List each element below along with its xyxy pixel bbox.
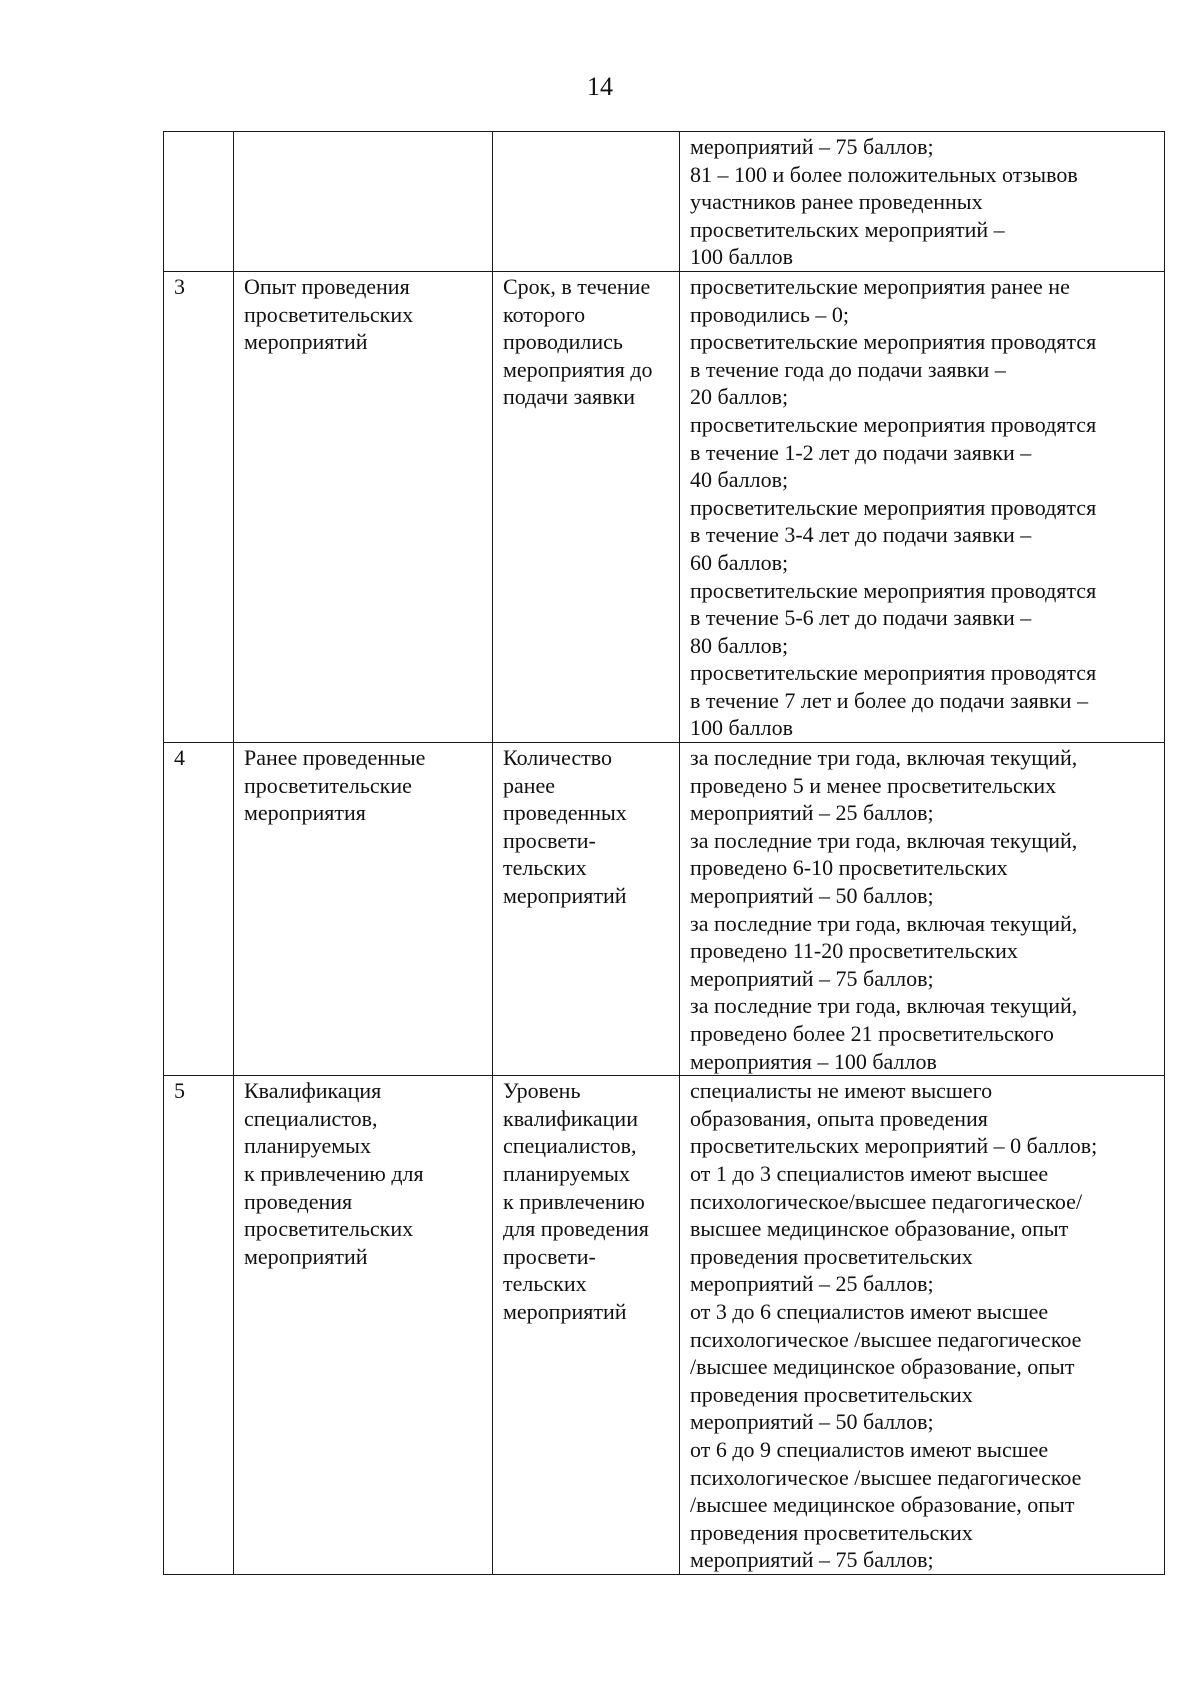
scoring-line: просветительские мероприятия проводятся — [690, 494, 1097, 520]
indicator-line: просвети- — [503, 827, 596, 853]
row-number-cell — [164, 132, 234, 272]
criterion-line: специалистов, — [244, 1105, 378, 1131]
indicator-cell — [493, 132, 680, 272]
row-number-cell — [164, 271, 234, 742]
criterion-line: Опыт проведения — [244, 273, 410, 299]
scoring-line: мероприятий – 75 баллов; — [690, 134, 934, 159]
indicator-line: которого — [503, 301, 586, 327]
criterion-line: мероприятий — [244, 1243, 368, 1269]
scoring-line: от 3 до 6 специалистов имеют высшее — [690, 1298, 1049, 1324]
table-row — [164, 743, 1165, 1076]
criterion-line: планируемых — [244, 1133, 371, 1159]
scoring-line: мероприятий – 50 баллов; — [690, 883, 934, 909]
indicator-line: Уровень — [503, 1078, 581, 1104]
scoring-line: психологическое /высшее педагогическое — [690, 1326, 1082, 1352]
scoring-line: просветительские мероприятия проводятся — [690, 660, 1097, 686]
scoring-line: проведено 6-10 просветительских — [690, 855, 1008, 881]
scoring-line: проведения просветительских — [690, 1381, 973, 1407]
criterion-line: просветительские — [244, 772, 412, 798]
indicator-line: мероприятия до — [503, 356, 653, 382]
scoring-line: образования, опыта проведения — [690, 1105, 988, 1131]
criterion-line: мероприятий — [244, 329, 368, 355]
scoring-line: проведения просветительских — [690, 1243, 973, 1269]
scoring-line: проведения просветительских — [690, 1519, 973, 1545]
indicator-line: к привлечению — [503, 1188, 645, 1214]
scoring-line: психологическое /высшее педагогическое — [690, 1464, 1082, 1490]
criterion-cell — [234, 271, 493, 742]
scoring-line: от 1 до 3 специалистов имеют высшее — [690, 1160, 1049, 1186]
scoring-line: мероприятий – 75 баллов; — [690, 965, 934, 991]
scoring-line: участников ранее проведенных — [690, 189, 983, 215]
indicator-line: тельских — [503, 855, 587, 881]
criterion-line: к привлечению для — [244, 1160, 424, 1186]
scoring-line: проводились – 0; — [690, 301, 850, 327]
scoring-line: за последние три года, включая текущий, — [690, 827, 1078, 853]
indicator-line: Срок, в течение — [503, 273, 651, 299]
criterion-cell — [234, 132, 493, 272]
criterion-line: Ранее проведенные — [244, 745, 426, 771]
scoring-line: в течение года до подачи заявки – — [690, 356, 1006, 382]
scoring-line: от 6 до 9 специалистов имеют высшее — [690, 1436, 1049, 1462]
scoring-line: мероприятия – 100 баллов — [690, 1048, 937, 1074]
scoring-line: 81 – 100 и более положительных отзывов — [690, 161, 1078, 187]
indicator-line: специалистов, — [503, 1133, 637, 1159]
scoring-cell — [680, 743, 1165, 1076]
table-row — [164, 271, 1165, 742]
scoring-line: специалисты не имеют высшего — [690, 1078, 993, 1104]
indicator-cell — [493, 1076, 680, 1575]
row-number-cell — [164, 743, 234, 1076]
indicator-line: Количество — [503, 745, 613, 771]
row-number: 3 — [174, 273, 185, 299]
indicator-line: проводились — [503, 329, 623, 355]
scoring-line: в течение 7 лет и более до подачи заявки – — [690, 687, 1089, 713]
scoring-line: 40 баллов; — [690, 467, 789, 493]
criterion-line: просветительских — [244, 301, 414, 327]
scoring-line: проведено 11-20 просветительских — [690, 938, 1018, 964]
table-row — [164, 132, 1165, 272]
scoring-line: мероприятий – 25 баллов; — [690, 1271, 934, 1297]
criteria-table-body — [164, 132, 1165, 1575]
page-number: 14 — [587, 72, 613, 101]
scoring-line: высшее медицинское образование, опыт — [690, 1216, 1069, 1242]
scoring-line: мероприятий – 75 баллов; — [690, 1547, 934, 1573]
scoring-line: мероприятий – 50 баллов; — [690, 1409, 934, 1435]
scoring-line: /высшее медицинское образование, опыт — [690, 1354, 1075, 1380]
scoring-line: просветительских мероприятий – 0 баллов; — [690, 1133, 1098, 1159]
criterion-cell — [234, 1076, 493, 1575]
scoring-line: проведено 5 и менее просветительских — [690, 772, 1057, 798]
indicator-cell — [493, 743, 680, 1076]
criterion-line: просветительских — [244, 1216, 414, 1242]
scoring-cell — [680, 1076, 1165, 1575]
indicator-line: для проведения — [503, 1216, 649, 1242]
scoring-line: 100 баллов — [690, 715, 793, 741]
scoring-line: за последние три года, включая текущий, — [690, 910, 1078, 936]
scoring-cell — [680, 271, 1165, 742]
scoring-cell — [680, 132, 1165, 272]
scoring-line: за последние три года, включая текущий, — [690, 745, 1078, 771]
indicator-cell — [493, 271, 680, 742]
row-number-cell — [164, 1076, 234, 1575]
criterion-line: мероприятия — [244, 800, 366, 826]
row-number: 5 — [174, 1078, 185, 1104]
scoring-line: в течение 1-2 лет до подачи заявки – — [690, 439, 1032, 465]
scoring-line: просветительские мероприятия проводятся — [690, 577, 1097, 603]
criteria-table — [163, 131, 1165, 1575]
scoring-line: 100 баллов — [690, 244, 793, 270]
indicator-line: квалификации — [503, 1105, 638, 1131]
indicator-line: планируемых — [503, 1160, 630, 1186]
indicator-line: мероприятий — [503, 883, 627, 909]
criterion-line: Квалификация — [244, 1078, 382, 1104]
scoring-line: в течение 5-6 лет до подачи заявки – — [690, 605, 1032, 631]
indicator-line: просвети- — [503, 1243, 596, 1269]
scoring-line: 60 баллов; — [690, 549, 789, 575]
indicator-line: мероприятий — [503, 1298, 627, 1324]
scoring-line: 80 баллов; — [690, 632, 789, 658]
scoring-line: 20 баллов; — [690, 384, 789, 410]
table-row — [164, 1076, 1165, 1575]
scoring-line: в течение 3-4 лет до подачи заявки – — [690, 522, 1032, 548]
scoring-line: просветительские мероприятия ранее не — [690, 273, 1070, 299]
criterion-cell — [234, 743, 493, 1076]
scoring-line: мероприятий – 25 баллов; — [690, 800, 934, 826]
scoring-line: просветительские мероприятия проводятся — [690, 411, 1097, 437]
indicator-line: ранее — [503, 772, 556, 798]
criterion-line: проведения — [244, 1188, 353, 1214]
indicator-line: подачи заявки — [503, 384, 635, 410]
indicator-line: проведенных — [503, 800, 627, 826]
scoring-line: просветительских мероприятий – — [690, 216, 1005, 242]
indicator-line: тельских — [503, 1271, 587, 1297]
scoring-line: /высшее медицинское образование, опыт — [690, 1492, 1075, 1518]
scoring-line: проведено более 21 просветительского — [690, 1021, 1054, 1046]
row-number: 4 — [174, 745, 185, 771]
scoring-line: психологическое/высшее педагогическое/ — [690, 1188, 1083, 1214]
scoring-line: за последние три года, включая текущий, — [690, 993, 1078, 1019]
scoring-line: просветительские мероприятия проводятся — [690, 329, 1097, 355]
